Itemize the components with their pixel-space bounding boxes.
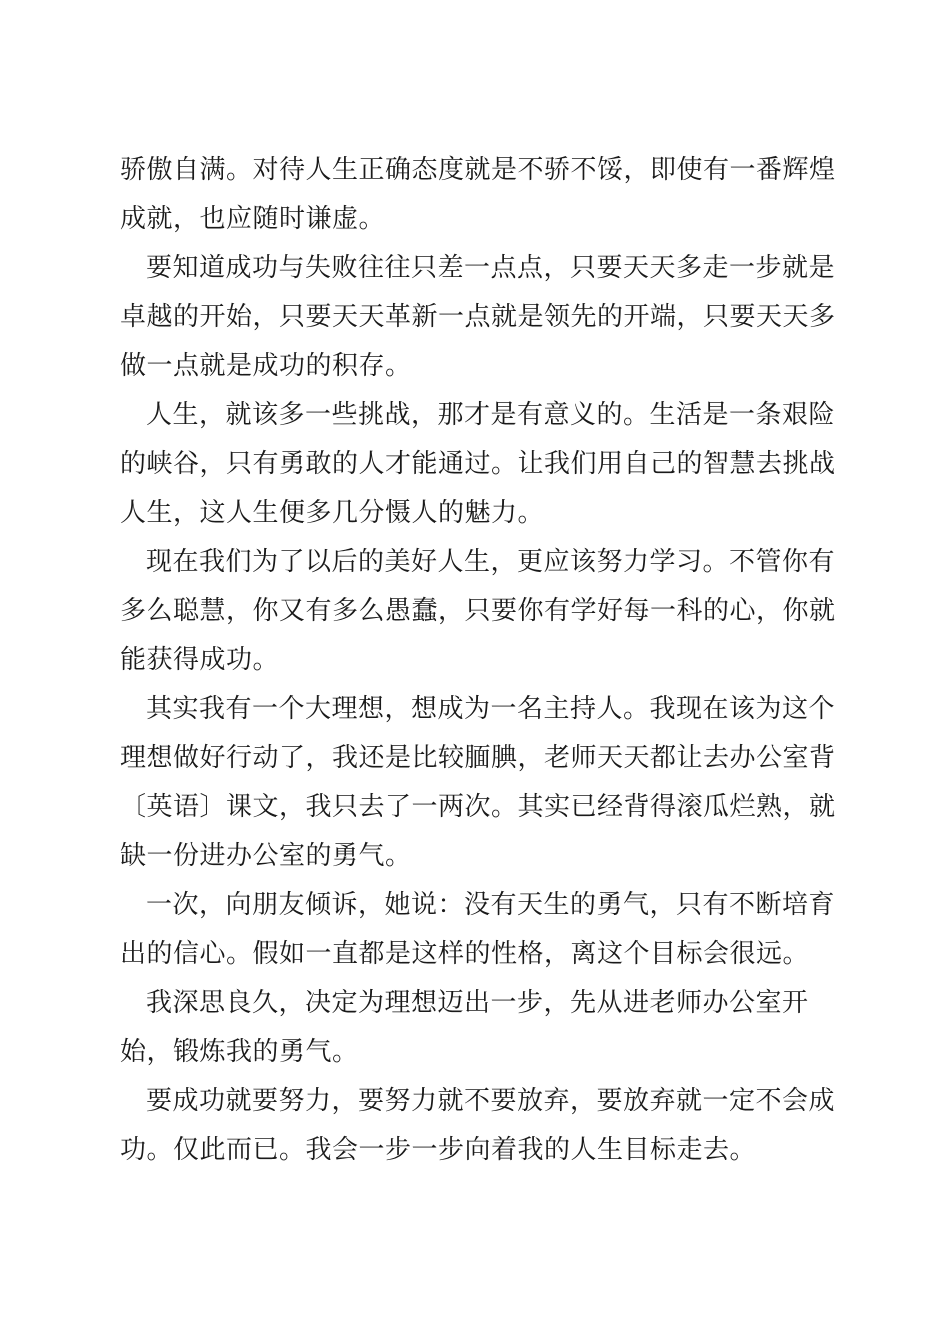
paragraph-6: 一次，向朋友倾诉，她说：没有天生的勇气，只有不断培育出的信心。假如一直都是这样的性格，离这个目标会很远。: [120, 890, 836, 969]
paragraph-3: 人生，就该多一些挑战，那才是有意义的。生活是一条艰险的峡谷，只有勇敢的人才能通过。让我们用自己的智慧去挑战人生，这人生便多几分慑人的魅力。: [120, 400, 836, 528]
paragraph-2: 要知道成功与失败往往只差一点点，只要天天多走一步就是卓越的开始，只要天天革新一点就是领先的开端，只要天天多做一点就是成功的积存。: [120, 253, 836, 381]
paragraph-4: 现在我们为了以后的美好人生，更应该努力学习。不管你有多么聪慧，你又有多么愚蠢，只要你有学好每一科的心，你就能获得成功。: [120, 547, 836, 675]
document-body: [120, 146, 850, 1175]
paragraph-1: 骄傲自满。对待人生正确态度就是不骄不馁，即使有一番辉煌成就，也应随时谦虚。: [120, 155, 836, 234]
paragraph-5: 其实我有一个大理想，想成为一名主持人。我现在该为这个理想做好行动了，我还是比较腼腆，老师天天都让去办公室背〔英语〕课文，我只去了一两次。其实已经背得滚瓜烂熟，就缺一份进办公室的勇气。: [120, 694, 836, 871]
paragraph-7: 我深思良久，决定为理想迈出一步，先从进老师办公室开始，锻炼我的勇气。: [120, 988, 809, 1067]
paragraph-8: 要成功就要努力，要努力就不要放弃，要放弃就一定不会成功。仅此而已。我会一步一步向着我的人生目标走去。: [120, 1086, 836, 1165]
